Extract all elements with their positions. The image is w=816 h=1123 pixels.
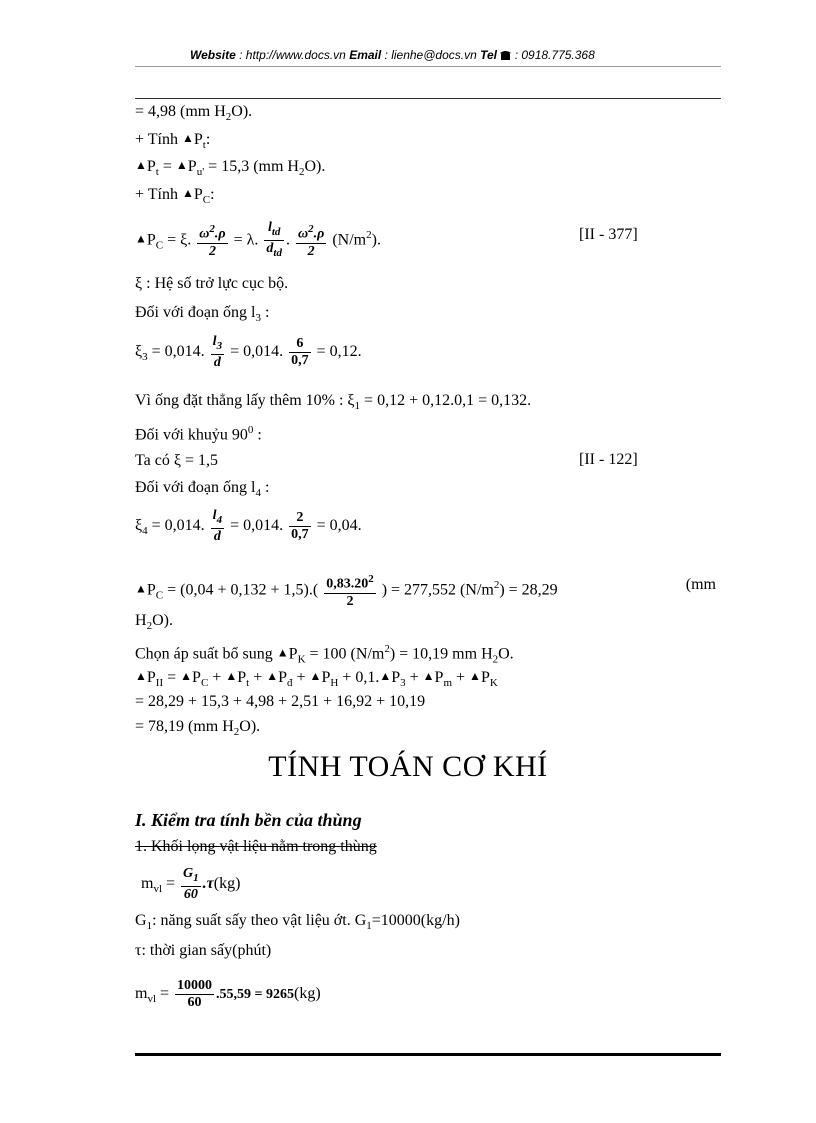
header-divider xyxy=(135,66,721,67)
text-line: ξ : Hệ số trở lực cục bộ. xyxy=(135,275,289,292)
text-line: $G_1$: năng suất sấy theo vật liệu ớt. $G_1=10000(kg/h)$ xyxy=(135,912,460,933)
delta-icon: ▲ xyxy=(135,158,147,172)
delta-icon: ▲ xyxy=(181,131,194,145)
email-value: : lienhe@docs.vn xyxy=(381,48,481,62)
text-line: = 28,29 + 15,3 + 4,98 + 2,51 + 16,92 + 10,19 xyxy=(135,693,426,710)
delta-icon: ▲ xyxy=(175,158,188,172)
section-title: TÍNH TOÁN CƠ KHÍ xyxy=(268,750,548,783)
text-line: Đối với khuỷu $90^0$ : xyxy=(135,424,262,444)
reference: [II - 377] xyxy=(579,226,638,243)
fraction: $\frac{2}{0,7}$ xyxy=(291,509,309,542)
email-label: Email xyxy=(349,48,382,62)
delta-icon: ▲ xyxy=(135,231,147,246)
content-divider xyxy=(135,98,721,99)
text-line: Ta có ξ = 1,5 xyxy=(135,452,219,469)
delta-icon: ▲ xyxy=(135,581,147,596)
text-line: $H_2O$). xyxy=(135,612,173,633)
fraction: $\frac{l_{td}}{d_{td}}$ xyxy=(266,220,282,259)
text-line: Đối với đoạn ống $l_4$ : xyxy=(135,479,270,500)
text-line: τ: thời gian sấy(phút) xyxy=(135,942,272,959)
delta-icon: ▲ xyxy=(181,186,194,200)
section-heading: I. Kiểm tra tính bền của thùng xyxy=(135,810,362,830)
telephone-icon xyxy=(500,50,511,60)
equation: $\xi_4 = 0,014$. $\frac{l_4}{d}$ = 0,014. $\frac{2}{0,7}$ = 0,04. xyxy=(135,507,362,544)
fraction: $\frac{\omega^2.\rho}{2}$ xyxy=(199,223,226,259)
text-line: = 4,98 (mm $H_2O$). xyxy=(135,103,253,124)
reference: [II - 122] xyxy=(579,451,638,468)
footer-divider xyxy=(135,1053,721,1056)
text-line: $▲P_t$ = $▲P_{u'} = 15,3$ (mm $H_2O$). xyxy=(135,158,326,179)
fraction: $\frac{10000}{60}$ xyxy=(177,977,213,1010)
text-line: Chọn áp suất bổ sung $▲P_K = 100$ $(N/m^2) = 10,19$ mm $H_2O$. xyxy=(135,643,514,666)
text-line: Vì ống đặt thẳng lấy thêm 10% : $\xi_1 = 0,12 + 0,12.0,1 = 0,132$. xyxy=(135,392,532,413)
fraction: $\frac{l_3}{d}$ xyxy=(212,333,223,370)
equation: $▲P_C = \xi$. $\frac{\omega^2.\rho}{2}$ = λ. $\frac{l_{td}}{d_{td}}$ . $\frac{\omega^2.\rho}{2}$ $(N/m^2)$. xyxy=(135,220,381,259)
tel-label: Tel xyxy=(480,48,498,62)
fraction: $\frac{0,83.20^2}{2}$ xyxy=(326,573,374,609)
text-line: Đối với đoạn ống $l_3$ : xyxy=(135,304,270,325)
text-line: + Tính $▲P_t$: xyxy=(135,131,211,152)
delta-icon: ▲ xyxy=(276,645,289,660)
equation: $▲P_C = (0,04 + 0,132 + 1,5)$.( $\frac{0,83.20^2}{2}$ ) = 277,552 $(N/m^2) = 28,29$ (mm xyxy=(135,573,716,609)
fraction: $\frac{l_4}{d}$ xyxy=(212,507,223,544)
fraction: $\frac{6}{0,7}$ xyxy=(291,335,309,368)
website-label: Website xyxy=(190,48,236,62)
subsection-heading: 1. Khối lọng vật liệu nằm trong thùng xyxy=(135,838,377,855)
equation: $m_{vl}$ = $\frac{G_1}{60}$ .τ(kg) xyxy=(141,865,241,902)
equation: $m_{vl}$ = $\frac{10000}{60}$ .55,59 = 9265(kg) xyxy=(135,977,321,1010)
tel-value: : 0918.775.368 xyxy=(511,48,595,62)
delta-icon: ▲ xyxy=(135,669,147,683)
fraction: $\frac{G_1}{60}$ xyxy=(183,865,199,902)
website-value: : http://www.docs.vn xyxy=(235,48,350,62)
text-line: + Tính $▲P_C$: xyxy=(135,186,215,207)
page-header xyxy=(190,48,710,62)
text-line: = 78,19 (mm $H_2O$). xyxy=(135,718,261,739)
equation: $\xi_3 = 0,014$. $\frac{l_3}{d}$ = 0,014. $\frac{6}{0,7}$ = 0,12. xyxy=(135,333,362,370)
text-line: $▲P_{II}$ = $▲P_C$ + $▲P_t$ + $▲P_đ$ + $▲P_H$ + $0,1.▲P_3$ + $▲P_m$ + $▲P_K$ xyxy=(135,669,498,690)
fraction: $\frac{\omega^2.\rho}{2}$ xyxy=(297,223,325,259)
